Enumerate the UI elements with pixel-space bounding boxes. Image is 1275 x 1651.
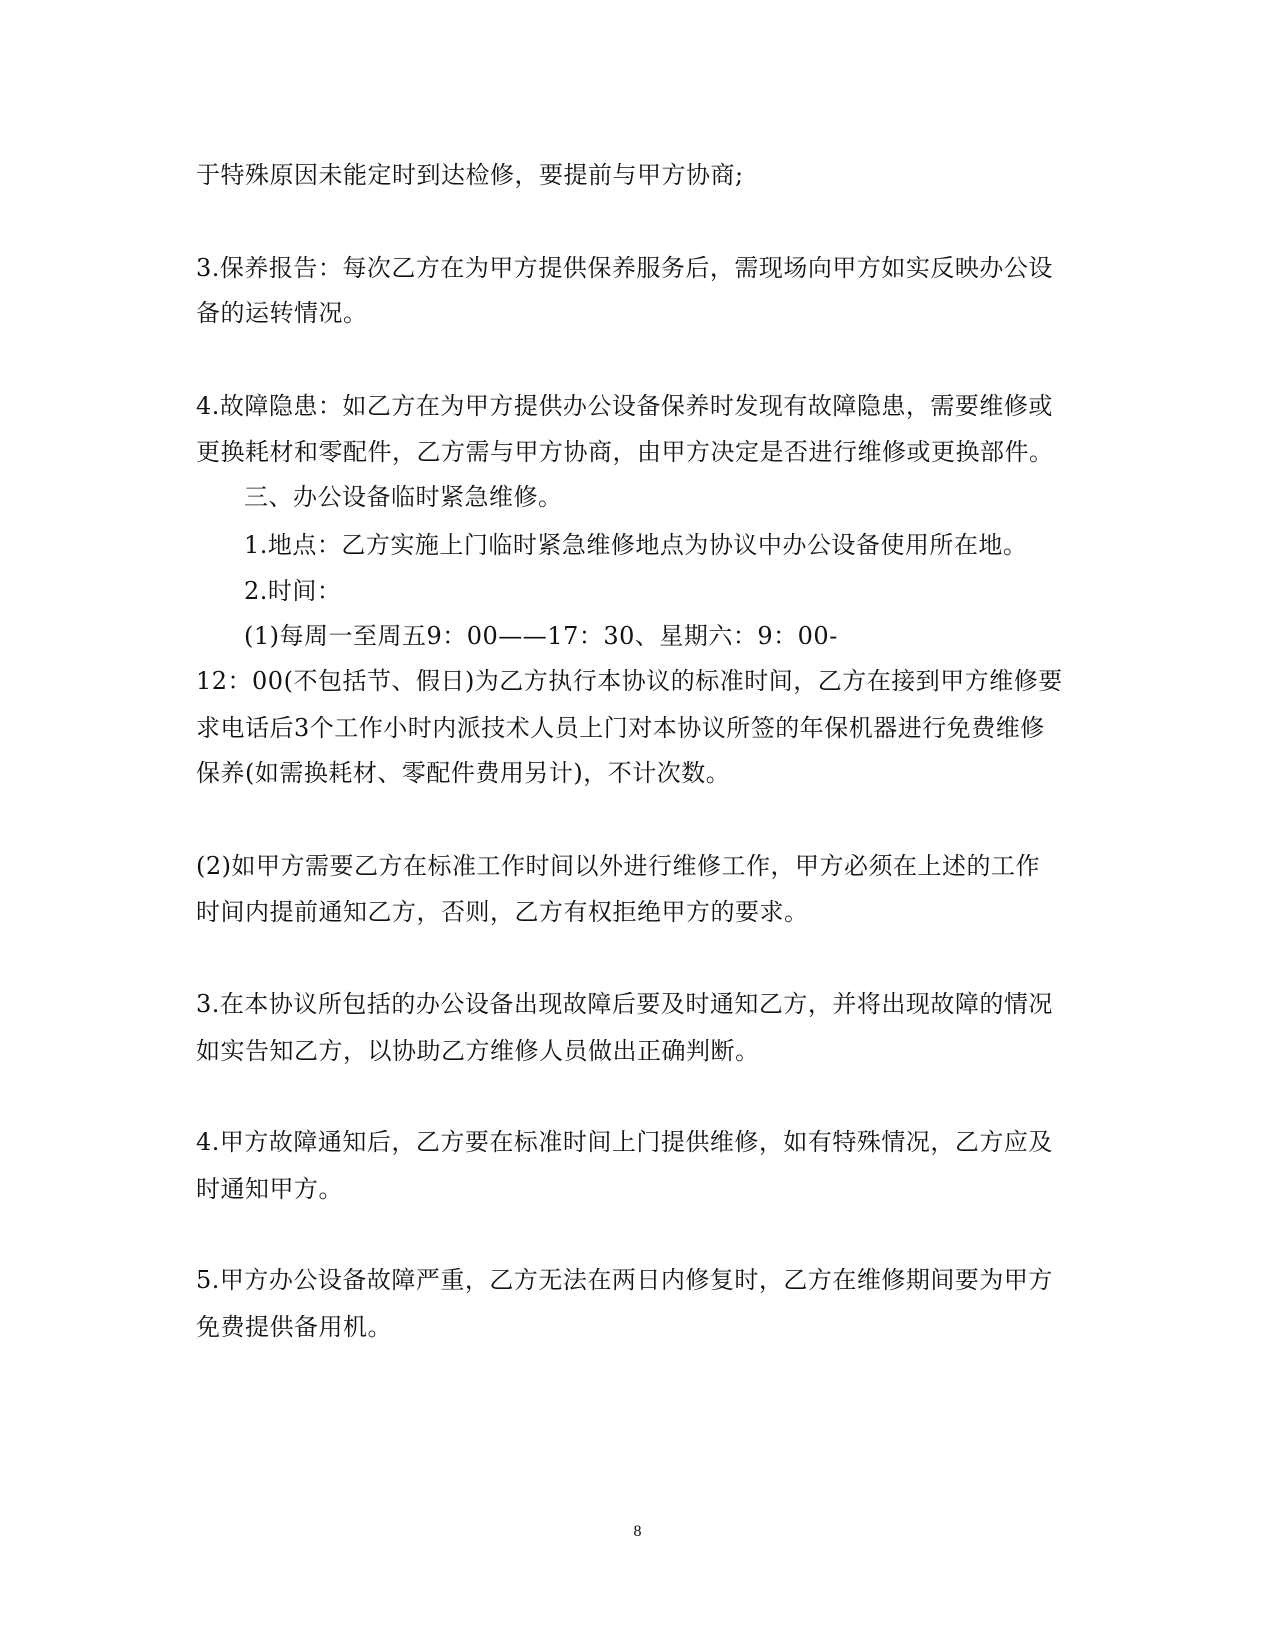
text-line: 12：00(不包括节、假日)为乙方执行本协议的标准时间，乙方在接到甲方维修要 bbox=[196, 667, 1063, 695]
section-heading: 三、办公设备临时紧急维修。 bbox=[244, 483, 563, 511]
text-line: 备的运转情况。 bbox=[196, 299, 368, 327]
text-line: (2)如甲方需要乙方在标准工作时间以外进行维修工作，甲方必须在上述的工作 bbox=[196, 852, 1040, 880]
text-line: 时间内提前通知乙方，否则，乙方有权拒绝甲方的要求。 bbox=[196, 898, 809, 926]
text-line: 于特殊原因未能定时到达检修，要提前与甲方协商; bbox=[196, 161, 744, 189]
text-line: 4.甲方故障通知后，乙方要在标准时间上门提供维修，如有特殊情况，乙方应及 bbox=[196, 1128, 1053, 1156]
text-line: 如实告知乙方，以协助乙方维修人员做出正确判断。 bbox=[196, 1037, 760, 1065]
text-line: 3.保养报告：每次乙方在为甲方提供保养服务后，需现场向甲方如实反映办公设 bbox=[196, 254, 1053, 282]
text-line: 时通知甲方。 bbox=[196, 1175, 343, 1203]
text-line: (1)每周一至周五9：00——17：30、星期六：9：00- bbox=[244, 622, 838, 650]
page-number: 8 bbox=[633, 1523, 642, 1540]
text-line: 4.故障隐患：如乙方在为甲方提供办公设备保养时发现有故障隐患，需要维修或 bbox=[196, 392, 1053, 420]
text-line: 2.时间： bbox=[244, 577, 342, 605]
text-line: 更换耗材和零配件，乙方需与甲方协商，由甲方决定是否进行维修或更换部件。 bbox=[196, 438, 1054, 466]
text-line: 3.在本协议所包括的办公设备出现故障后要及时通知乙方，并将出现故障的情况 bbox=[196, 990, 1053, 1018]
text-line: 1.地点：乙方实施上门临时紧急维修地点为协议中办公设备使用所在地。 bbox=[244, 531, 1028, 559]
text-line: 5.甲方办公设备故障严重，乙方无法在两日内修复时，乙方在维修期间要为甲方 bbox=[196, 1266, 1053, 1294]
text-line: 保养(如需换耗材、零配件费用另计)，不计次数。 bbox=[196, 759, 731, 787]
text-line: 免费提供备用机。 bbox=[196, 1313, 392, 1341]
text-line: 求电话后3个工作小时内派技术人员上门对本协议所签的年保机器进行免费维修 bbox=[196, 714, 1045, 742]
